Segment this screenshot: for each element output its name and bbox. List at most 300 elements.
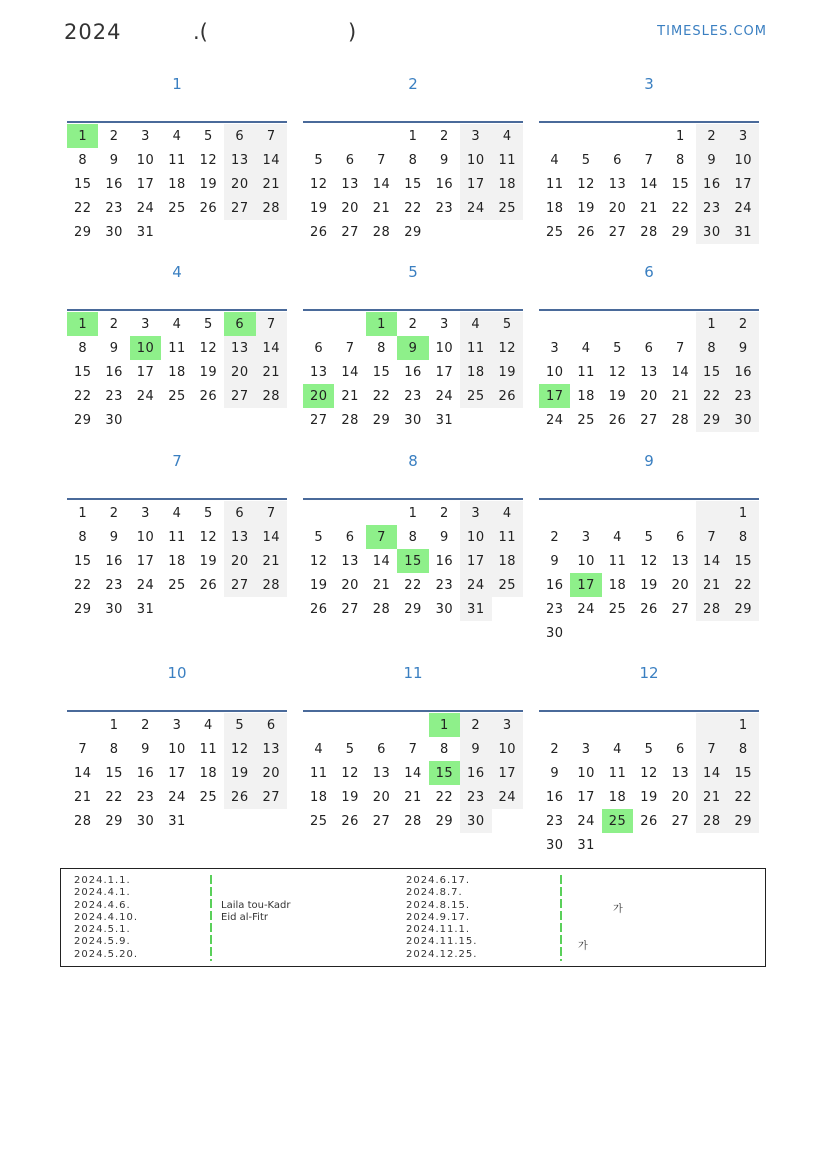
day-cell[interactable]: 6 [256,713,287,737]
day-cell[interactable]: 28 [256,196,287,220]
day-cell[interactable]: 27 [224,573,255,597]
day-cell[interactable]: 29 [73,601,92,617]
day-cell[interactable]: 26 [640,813,658,829]
day-cell[interactable]: 4 [204,717,213,733]
day-cell[interactable]: 4 [172,505,182,521]
day-cell[interactable]: 13 [341,176,359,192]
day-cell[interactable]: 25 [168,200,186,216]
day-cell[interactable]: 20 [341,200,359,216]
day-cell[interactable]: 30 [105,601,123,617]
day-cell[interactable]: 29 [404,601,422,617]
day-cell[interactable]: 21 [256,360,287,384]
day-cell[interactable]: 14 [256,336,287,360]
day-cell[interactable]: 14 [671,364,690,380]
day-cell[interactable]: 16 [545,577,564,593]
day-cell[interactable]: 18 [608,789,627,805]
day-cell[interactable]: 4 [314,741,324,757]
day-cell[interactable]: 3 [141,128,150,144]
day-cell[interactable]: 22 [696,384,727,408]
day-cell[interactable]: 26 [199,577,218,593]
day-cell[interactable]: 17 [168,765,186,781]
day-cell[interactable]: 5 [224,713,255,737]
day-cell[interactable]: 24 [136,200,155,216]
day-cell[interactable]: 9 [440,152,449,168]
day-cell[interactable]: 13 [671,765,690,781]
day-cell[interactable]: 18 [199,765,218,781]
day-cell[interactable]: 28 [696,809,727,833]
day-cell[interactable]: 23 [435,577,454,593]
day-cell[interactable]: 4 [581,340,591,356]
day-cell[interactable]: 10 [492,737,523,761]
day-cell[interactable]: 25 [608,601,627,617]
day-cell[interactable]: 17 [435,364,454,380]
day-cell[interactable]: 20 [671,577,690,593]
day-cell[interactable]: 25 [492,196,523,220]
day-cell[interactable]: 12 [577,176,595,192]
day-cell[interactable]: 19 [309,200,328,216]
day-cell[interactable]: 26 [640,601,658,617]
day-cell[interactable]: 8 [78,340,88,356]
day-cell[interactable]: 10 [577,553,595,569]
day-cell[interactable]: 24 [136,577,155,593]
day-cell[interactable]: 8 [377,340,386,356]
day-cell[interactable]: 1 [429,713,460,737]
day-cell[interactable]: 29 [73,224,92,240]
day-cell[interactable]: 21 [256,172,287,196]
day-cell[interactable]: 5 [204,505,213,521]
day-cell[interactable]: 26 [608,412,627,428]
day-cell[interactable]: 26 [199,388,218,404]
day-cell[interactable]: 17 [728,172,759,196]
day-cell[interactable]: 1 [67,312,98,336]
day-cell[interactable]: 22 [435,789,454,805]
day-cell[interactable]: 28 [671,412,690,428]
day-cell[interactable]: 22 [73,388,92,404]
day-cell[interactable]: 11 [309,765,328,781]
day-cell[interactable]: 20 [671,789,690,805]
day-cell[interactable]: 5 [581,152,591,168]
day-cell[interactable]: 12 [608,364,627,380]
day-cell[interactable]: 31 [136,224,155,240]
day-cell[interactable]: 22 [372,388,391,404]
day-cell[interactable]: 31 [460,597,491,621]
day-cell[interactable]: 31 [136,601,155,617]
day-cell[interactable]: 29 [404,224,422,240]
day-cell[interactable]: 30 [105,412,123,428]
day-cell[interactable]: 6 [676,741,685,757]
day-cell[interactable]: 13 [256,737,287,761]
day-cell[interactable]: 4 [172,128,182,144]
day-cell[interactable]: 15 [73,176,92,192]
day-cell[interactable]: 18 [492,172,523,196]
day-cell[interactable]: 25 [309,813,328,829]
day-cell[interactable]: 9 [397,336,428,360]
day-cell[interactable]: 14 [372,176,391,192]
day-cell[interactable]: 9 [460,737,491,761]
day-cell[interactable]: 22 [728,785,759,809]
day-cell[interactable]: 22 [404,200,422,216]
day-cell[interactable]: 28 [372,224,391,240]
day-cell[interactable]: 24 [492,785,523,809]
day-cell[interactable]: 10 [435,340,454,356]
day-cell[interactable]: 29 [372,412,391,428]
day-cell[interactable]: 1 [676,128,685,144]
day-cell[interactable]: 11 [492,148,523,172]
day-cell[interactable]: 14 [256,148,287,172]
day-cell[interactable]: 31 [435,412,454,428]
day-cell[interactable]: 27 [671,601,690,617]
day-cell[interactable]: 8 [109,741,119,757]
day-cell[interactable]: 27 [224,384,255,408]
brand-link[interactable]: TIMESLES.COM [657,24,767,39]
day-cell[interactable]: 12 [199,152,218,168]
day-cell[interactable]: 1 [408,505,418,521]
day-cell[interactable]: 17 [577,789,595,805]
day-cell[interactable]: 17 [136,364,155,380]
day-cell[interactable]: 24 [435,388,454,404]
day-cell[interactable]: 8 [440,741,449,757]
day-cell[interactable]: 2 [109,316,119,332]
day-cell[interactable]: 3 [440,316,449,332]
day-cell[interactable]: 7 [696,525,727,549]
day-cell[interactable]: 5 [644,741,654,757]
day-cell[interactable]: 12 [341,765,359,781]
day-cell[interactable]: 12 [199,529,218,545]
day-cell[interactable]: 2 [440,505,449,521]
day-cell[interactable]: 26 [309,601,328,617]
day-cell[interactable]: 3 [141,316,150,332]
day-cell[interactable]: 18 [577,388,595,404]
day-cell[interactable]: 13 [224,148,255,172]
day-cell[interactable]: 18 [608,577,627,593]
day-cell[interactable]: 23 [545,601,564,617]
day-cell[interactable]: 25 [460,384,491,408]
day-cell[interactable]: 13 [608,176,627,192]
day-cell[interactable]: 25 [492,573,523,597]
day-cell[interactable]: 23 [696,196,727,220]
day-cell[interactable]: 2 [109,128,119,144]
day-cell[interactable]: 15 [404,176,422,192]
day-cell[interactable]: 21 [73,789,92,805]
day-cell[interactable]: 19 [640,577,658,593]
day-cell[interactable]: 30 [435,601,454,617]
day-cell[interactable]: 18 [168,553,186,569]
day-cell[interactable]: 11 [199,741,218,757]
day-cell[interactable]: 7 [366,525,397,549]
day-cell[interactable]: 29 [728,597,759,621]
day-cell[interactable]: 25 [168,388,186,404]
day-cell[interactable]: 20 [372,789,391,805]
day-cell[interactable]: 21 [372,577,391,593]
day-cell[interactable]: 1 [696,312,727,336]
day-cell[interactable]: 11 [608,553,627,569]
day-cell[interactable]: 10 [577,765,595,781]
day-cell[interactable]: 23 [105,200,123,216]
day-cell[interactable]: 24 [460,196,491,220]
day-cell[interactable]: 3 [141,505,150,521]
day-cell[interactable]: 31 [168,813,186,829]
day-cell[interactable]: 24 [577,601,595,617]
day-cell[interactable]: 7 [256,124,287,148]
day-cell[interactable]: 27 [341,601,359,617]
day-cell[interactable]: 2 [550,741,560,757]
day-cell[interactable]: 25 [168,577,186,593]
day-cell[interactable]: 8 [78,529,88,545]
day-cell[interactable]: 7 [676,340,685,356]
day-cell[interactable]: 13 [640,364,658,380]
day-cell[interactable]: 5 [644,529,654,545]
day-cell[interactable]: 10 [130,336,161,360]
day-cell[interactable]: 20 [224,172,255,196]
day-cell[interactable]: 3 [492,713,523,737]
day-cell[interactable]: 4 [613,529,622,545]
day-cell[interactable]: 19 [608,388,627,404]
day-cell[interactable]: 22 [73,200,92,216]
day-cell[interactable]: 16 [435,553,454,569]
day-cell[interactable]: 11 [545,176,564,192]
day-cell[interactable]: 11 [168,529,186,545]
day-cell[interactable]: 28 [640,224,658,240]
day-cell[interactable]: 2 [109,505,119,521]
day-cell[interactable]: 27 [256,785,287,809]
day-cell[interactable]: 10 [460,525,491,549]
day-cell[interactable]: 24 [577,813,595,829]
day-cell[interactable]: 4 [613,741,622,757]
day-cell[interactable]: 15 [671,176,690,192]
day-cell[interactable]: 1 [109,717,119,733]
day-cell[interactable]: 6 [644,340,654,356]
day-cell[interactable]: 27 [341,224,359,240]
day-cell[interactable]: 30 [545,837,564,853]
day-cell[interactable]: 11 [460,336,491,360]
day-cell[interactable]: 23 [545,813,564,829]
day-cell[interactable]: 22 [728,573,759,597]
day-cell[interactable]: 28 [372,601,391,617]
day-cell[interactable]: 19 [492,360,523,384]
day-cell[interactable]: 28 [256,573,287,597]
day-cell[interactable]: 7 [644,152,654,168]
day-cell[interactable]: 23 [105,388,123,404]
day-cell[interactable]: 5 [204,128,213,144]
day-cell[interactable]: 23 [460,785,491,809]
day-cell[interactable]: 29 [105,813,123,829]
day-cell[interactable]: 15 [73,553,92,569]
day-cell[interactable]: 5 [492,312,523,336]
day-cell[interactable]: 16 [136,765,155,781]
day-cell[interactable]: 7 [377,152,386,168]
day-cell[interactable]: 29 [696,408,727,432]
day-cell[interactable]: 9 [550,553,560,569]
day-cell[interactable]: 1 [366,312,397,336]
day-cell[interactable]: 3 [460,124,491,148]
day-cell[interactable]: 29 [73,412,92,428]
day-cell[interactable]: 19 [224,761,255,785]
day-cell[interactable]: 23 [404,388,422,404]
day-cell[interactable]: 9 [728,336,759,360]
day-cell[interactable]: 27 [640,412,658,428]
day-cell[interactable]: 17 [570,573,601,597]
day-cell[interactable]: 24 [728,196,759,220]
day-cell[interactable]: 9 [109,152,119,168]
day-cell[interactable]: 12 [224,737,255,761]
day-cell[interactable]: 19 [199,176,218,192]
day-cell[interactable]: 30 [136,813,155,829]
day-cell[interactable]: 8 [728,525,759,549]
day-cell[interactable]: 3 [460,501,491,525]
day-cell[interactable]: 2 [550,529,560,545]
day-cell[interactable]: 30 [460,809,491,833]
day-cell[interactable]: 25 [602,809,633,833]
day-cell[interactable]: 5 [613,340,622,356]
day-cell[interactable]: 16 [404,364,422,380]
day-cell[interactable]: 18 [168,176,186,192]
day-cell[interactable]: 20 [256,761,287,785]
day-cell[interactable]: 27 [671,813,690,829]
day-cell[interactable]: 6 [345,529,355,545]
day-cell[interactable]: 5 [314,529,324,545]
day-cell[interactable]: 19 [640,789,658,805]
day-cell[interactable]: 16 [105,364,123,380]
day-cell[interactable]: 5 [314,152,324,168]
day-cell[interactable]: 19 [577,200,595,216]
day-cell[interactable]: 13 [309,364,328,380]
day-cell[interactable]: 1 [408,128,418,144]
day-cell[interactable]: 26 [224,785,255,809]
day-cell[interactable]: 4 [492,124,523,148]
day-cell[interactable]: 14 [256,525,287,549]
day-cell[interactable]: 21 [671,388,690,404]
day-cell[interactable]: 27 [309,412,328,428]
day-cell[interactable]: 20 [224,549,255,573]
day-cell[interactable]: 4 [492,501,523,525]
day-cell[interactable]: 7 [256,501,287,525]
day-cell[interactable]: 29 [671,224,690,240]
day-cell[interactable]: 11 [492,525,523,549]
day-cell[interactable]: 12 [492,336,523,360]
day-cell[interactable]: 6 [314,340,324,356]
day-cell[interactable]: 6 [676,529,685,545]
day-cell[interactable]: 17 [460,549,491,573]
day-cell[interactable]: 9 [141,741,150,757]
day-cell[interactable]: 20 [224,360,255,384]
day-cell[interactable]: 2 [440,128,449,144]
day-cell[interactable]: 10 [545,364,564,380]
day-cell[interactable]: 19 [199,364,218,380]
day-cell[interactable]: 9 [440,529,449,545]
day-cell[interactable]: 27 [608,224,627,240]
day-cell[interactable]: 5 [345,741,355,757]
day-cell[interactable]: 21 [256,549,287,573]
day-cell[interactable]: 12 [199,340,218,356]
day-cell[interactable]: 21 [696,785,727,809]
day-cell[interactable]: 26 [309,224,328,240]
day-cell[interactable]: 11 [168,152,186,168]
day-cell[interactable]: 3 [550,340,560,356]
day-cell[interactable]: 13 [341,553,359,569]
day-cell[interactable]: 23 [435,200,454,216]
day-cell[interactable]: 3 [172,717,182,733]
day-cell[interactable]: 29 [728,809,759,833]
day-cell[interactable]: 6 [345,152,355,168]
day-cell[interactable]: 31 [577,837,595,853]
day-cell[interactable]: 19 [309,577,328,593]
day-cell[interactable]: 4 [172,316,182,332]
day-cell[interactable]: 1 [728,713,759,737]
day-cell[interactable]: 8 [676,152,685,168]
day-cell[interactable]: 19 [341,789,359,805]
day-cell[interactable]: 11 [577,364,595,380]
day-cell[interactable]: 18 [460,360,491,384]
day-cell[interactable]: 6 [377,741,386,757]
day-cell[interactable]: 26 [199,200,218,216]
day-cell[interactable]: 22 [73,577,92,593]
day-cell[interactable]: 3 [581,529,591,545]
day-cell[interactable]: 14 [696,761,727,785]
day-cell[interactable]: 12 [309,553,328,569]
day-cell[interactable]: 10 [136,152,155,168]
day-cell[interactable]: 11 [168,340,186,356]
day-cell[interactable]: 30 [105,224,123,240]
day-cell[interactable]: 10 [168,741,186,757]
day-cell[interactable]: 21 [372,200,391,216]
day-cell[interactable]: 2 [728,312,759,336]
day-cell[interactable]: 16 [545,789,564,805]
day-cell[interactable]: 10 [460,148,491,172]
day-cell[interactable]: 21 [404,789,422,805]
day-cell[interactable]: 2 [460,713,491,737]
day-cell[interactable]: 24 [136,388,155,404]
day-cell[interactable]: 16 [105,176,123,192]
day-cell[interactable]: 13 [372,765,391,781]
day-cell[interactable]: 15 [728,761,759,785]
day-cell[interactable]: 24 [168,789,186,805]
day-cell[interactable]: 28 [696,597,727,621]
day-cell[interactable]: 10 [136,529,155,545]
day-cell[interactable]: 28 [341,412,359,428]
day-cell[interactable]: 13 [671,553,690,569]
day-cell[interactable]: 24 [545,412,564,428]
day-cell[interactable]: 22 [404,577,422,593]
day-cell[interactable]: 28 [404,813,422,829]
day-cell[interactable]: 21 [696,573,727,597]
day-cell[interactable]: 7 [345,340,355,356]
day-cell[interactable]: 3 [728,124,759,148]
day-cell[interactable]: 16 [105,553,123,569]
day-cell[interactable]: 6 [224,312,255,336]
day-cell[interactable]: 14 [372,553,391,569]
day-cell[interactable]: 17 [136,553,155,569]
day-cell[interactable]: 17 [136,176,155,192]
day-cell[interactable]: 21 [341,388,359,404]
day-cell[interactable]: 30 [728,408,759,432]
day-cell[interactable]: 20 [341,577,359,593]
day-cell[interactable]: 21 [640,200,658,216]
day-cell[interactable]: 23 [105,577,123,593]
day-cell[interactable]: 8 [408,529,418,545]
day-cell[interactable]: 17 [460,172,491,196]
day-cell[interactable]: 18 [309,789,328,805]
day-cell[interactable]: 8 [78,152,88,168]
day-cell[interactable]: 8 [408,152,418,168]
day-cell[interactable]: 12 [309,176,328,192]
day-cell[interactable]: 15 [73,364,92,380]
day-cell[interactable]: 14 [640,176,658,192]
day-cell[interactable]: 25 [199,789,218,805]
day-cell[interactable]: 28 [73,813,92,829]
day-cell[interactable]: 12 [640,765,658,781]
day-cell[interactable]: 16 [728,360,759,384]
day-cell[interactable]: 3 [581,741,591,757]
